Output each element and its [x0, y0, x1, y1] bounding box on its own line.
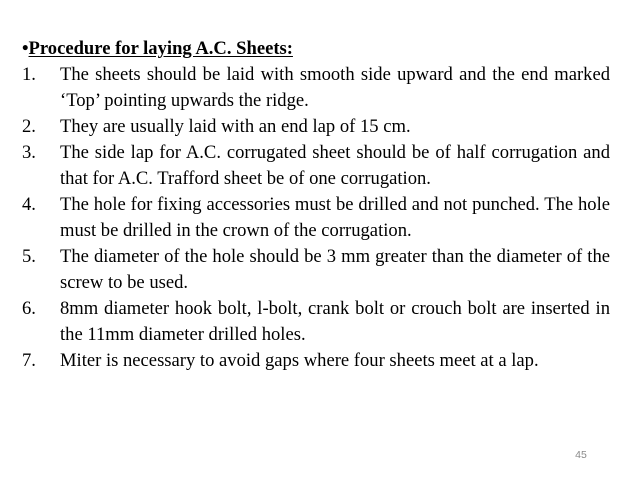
list-item — [22, 244, 610, 296]
list-item-number: 4. — [22, 194, 36, 215]
list-item-text: The hole for fixing accessories must be drilled and not punched. The hole must be drilled in the crown of the corrugation. — [60, 194, 610, 241]
list-item — [22, 62, 610, 114]
list-item-number: 1. — [22, 64, 36, 85]
section-heading — [22, 36, 610, 62]
list-item — [22, 296, 610, 348]
slide-content — [22, 36, 610, 374]
list-item-text: The sheets should be laid with smooth side upward and the end marked ‘Top’ pointing upwards the ridge. — [60, 64, 610, 111]
list-item-text: 8mm diameter hook bolt, l-bolt, crank bolt or crouch bolt are inserted in the 11mm diameter drilled holes. — [60, 298, 610, 345]
list-item-text: The side lap for A.C. corrugated sheet should be of half corrugation and that for A.C. Trafford sheet be of one corrugation. — [60, 142, 610, 189]
list-item-number: 7. — [22, 350, 36, 371]
list-item — [22, 140, 610, 192]
list-item-number: 2. — [22, 116, 36, 137]
list-item — [22, 114, 610, 140]
heading-text: Procedure for laying A.C. Sheets: — [28, 38, 293, 59]
list-item — [22, 348, 610, 374]
list-item-number: 3. — [22, 142, 36, 163]
list-item-text: The diameter of the hole should be 3 mm greater than the diameter of the screw to be used. — [60, 246, 610, 293]
list-item-number: 5. — [22, 246, 36, 267]
list-item-text: They are usually laid with an end lap of 15 cm. — [60, 116, 411, 137]
page-number: 45 — [575, 449, 587, 461]
procedure-list — [22, 62, 610, 374]
list-item-text: Miter is necessary to avoid gaps where four sheets meet at a lap. — [60, 350, 539, 371]
list-item-number: 6. — [22, 298, 36, 319]
list-item — [22, 192, 610, 244]
heading-bullet: • — [22, 38, 29, 59]
